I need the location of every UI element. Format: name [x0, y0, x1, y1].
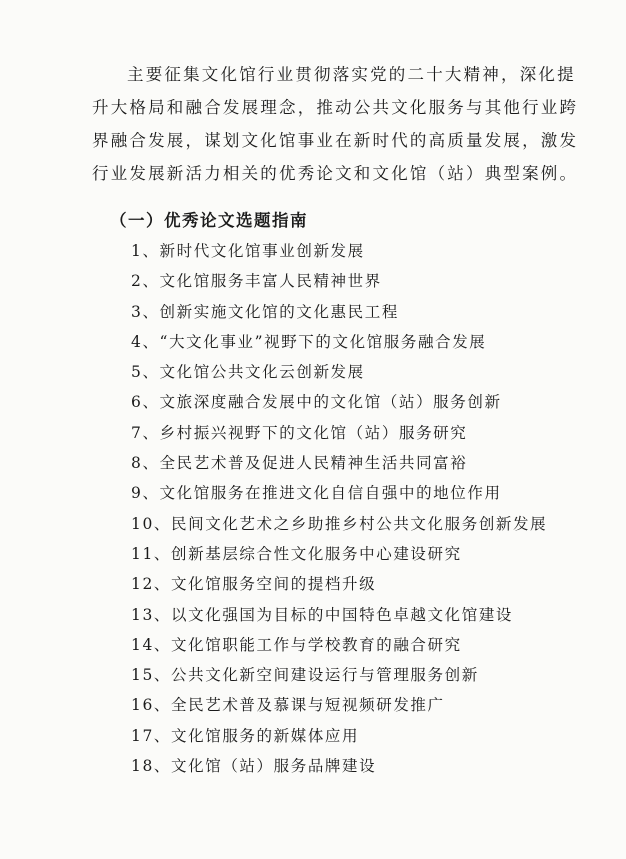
intro-paragraph: [92, 58, 579, 190]
topic-item: 15、公共文化新空间建设运行与管理服务创新: [131, 666, 479, 685]
intro-line: 主要征集文化馆行业贯彻落实党的二十大精神，深化提: [127, 65, 576, 84]
topic-item: 11、创新基层综合性文化服务中心建设研究: [131, 544, 462, 563]
topic-item: 7、乡村振兴视野下的文化馆（站）服务研究: [131, 423, 468, 442]
intro-line: 行业发展新活力相关的优秀论文和文化馆（站）典型案例。: [92, 164, 579, 183]
topic-item: 16、全民艺术普及慕课与短视频研发推广: [131, 696, 445, 715]
topic-item: 5、文化馆公共文化云创新发展: [131, 363, 365, 382]
topic-item: 13、以文化强国为目标的中国特色卓越文化馆建设: [131, 605, 514, 624]
topic-item: 2、文化馆服务丰富人民精神世界: [131, 272, 382, 291]
topic-list: [131, 236, 547, 781]
topic-item: 8、全民艺术普及促进人民精神生活共同富裕: [131, 454, 468, 473]
intro-line: 界融合发展，谋划文化馆事业在新时代的高质量发展，激发: [92, 131, 579, 150]
topic-item: 3、创新实施文化馆的文化惠民工程: [131, 302, 399, 321]
topic-item: 14、文化馆职能工作与学校教育的融合研究: [131, 635, 462, 654]
topic-item: 18、文化馆（站）服务品牌建设: [131, 757, 377, 776]
topic-item: 4、“大文化事业”视野下的文化馆服务融合发展: [131, 332, 487, 351]
topic-item: 10、民间文化艺术之乡助推乡村公共文化服务创新发展: [131, 514, 548, 533]
topic-item: 6、文旅深度融合发展中的文化馆（站）服务创新: [131, 393, 502, 412]
section-heading: （一）优秀论文选题指南: [110, 211, 308, 230]
topic-item: 17、文化馆服务的新媒体应用: [131, 726, 360, 745]
intro-line: 升大格局和融合发展理念，推动公共文化服务与其他行业跨: [92, 98, 579, 117]
topic-item: 9、文化馆服务在推进文化自信自强中的地位作用: [131, 484, 502, 503]
topic-item: 1、新时代文化馆事业创新发展: [131, 242, 365, 260]
topic-item: 12、文化馆服务空间的提档升级: [131, 575, 377, 594]
